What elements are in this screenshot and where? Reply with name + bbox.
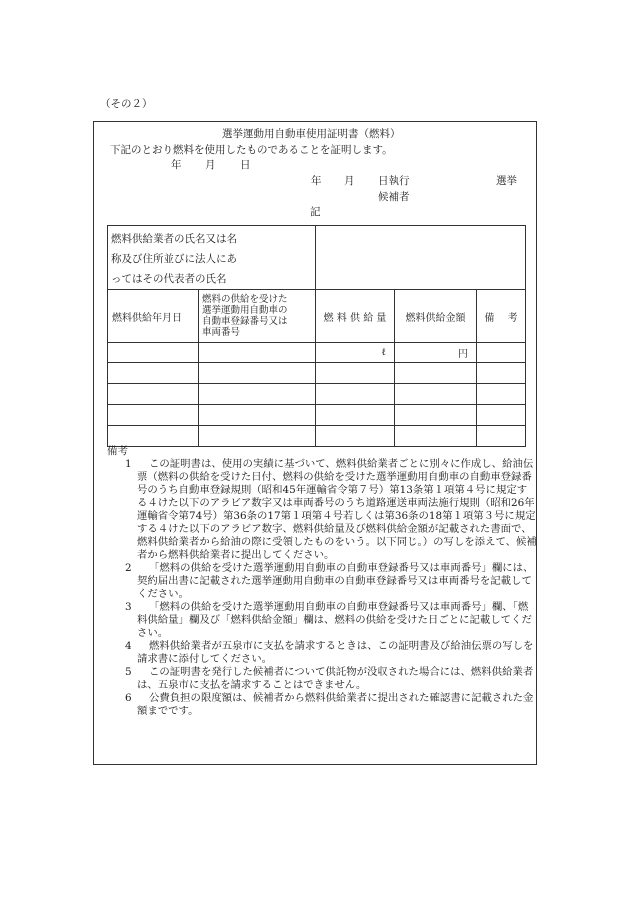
note-item	[107, 692, 537, 718]
header-vehicle	[199, 290, 316, 343]
note-number: 2	[125, 562, 132, 574]
cell-date[interactable]	[108, 426, 199, 447]
cell-remarks[interactable]	[477, 343, 526, 363]
cell-date[interactable]	[108, 343, 199, 363]
election-suffix-label: 選挙	[496, 175, 517, 187]
intro-text: 下記のとおり燃料を使用したものであることを証明します。	[110, 144, 393, 156]
header-row	[108, 290, 526, 343]
note-number: 5	[125, 666, 132, 678]
certificate-title: 選挙運動用自動車使用証明書（燃料）	[222, 128, 401, 140]
cell-remarks[interactable]	[477, 426, 526, 447]
cell-quantity[interactable]	[316, 405, 395, 426]
table-row	[108, 426, 526, 447]
table-row	[108, 363, 526, 384]
note-item	[107, 601, 537, 640]
header-vehicle-line: 燃料の供給を受けた	[202, 294, 288, 305]
cell-vehicle[interactable]	[199, 343, 316, 363]
note-number: 3	[125, 601, 132, 613]
cell-amount[interactable]	[395, 363, 477, 384]
cell-date[interactable]	[108, 384, 199, 405]
header-vehicle-line: 車両番号	[202, 327, 241, 338]
header-quantity: 燃 料 供 給 量	[316, 290, 395, 343]
notes-heading: 備考	[107, 445, 128, 457]
note-number: 1	[125, 458, 132, 470]
date-year-label: 年	[171, 159, 182, 171]
cell-quantity[interactable]	[316, 343, 395, 363]
cell-remarks[interactable]	[477, 384, 526, 405]
note-item	[107, 666, 537, 692]
note-text: この証明書を発行した候補者について供託物が没収された場合には、燃料供給業者は、五泉市に支払を請求することはできません。	[137, 666, 534, 691]
cell-vehicle[interactable]	[199, 384, 316, 405]
cell-amount[interactable]	[395, 426, 477, 447]
ki-label: 記	[310, 206, 321, 218]
cell-date[interactable]	[108, 405, 199, 426]
cell-quantity[interactable]	[316, 363, 395, 384]
note-text: 公費負担の限度額は、候補者から燃料供給業者に提出された確認書に記載された金額までです。	[137, 692, 534, 717]
cell-quantity[interactable]	[316, 384, 395, 405]
note-text: この証明書は、使用の実績に基づいて、燃料供給業者ごとに別々に作成し、給油伝票（燃料の供給を受けた日付、燃料の供給を受けた選挙運動用自動車の自動車登録番号のうち自動車登録規則（昭和45年運輸省令第７号）第13条第１項第４号に規定する４けた以下のアラビア数字又は車両番号のうち道路運送車両法施行規則（昭和26年運輸省令第74号）第36条の17第１項第４号若しくは第36条の18第１項第３号に規定する４けた以下のアラビア数字、燃料供給量及び燃料供給金額が記載された書面で、燃料供給業者から給油の際に受領したものをいう。以下同じ。）の写しを添えて、候補者から燃料供給業者に提出してください。	[137, 458, 537, 561]
supplier-label-line: ってはその代表者の氏名	[111, 273, 227, 285]
fuel-table	[107, 225, 526, 447]
cell-quantity[interactable]	[316, 426, 395, 447]
supplier-label-line: 燃料供給業者の氏名又は名	[111, 233, 237, 245]
unit-liter: ℓ	[381, 347, 387, 358]
note-text: 「燃料の供給を受けた選挙運動用自動車の自動車登録番号又は車両番号」欄、「燃料供給量」欄及び「燃料供給金額」欄は、燃料の供給を受けた日ごとに記載してください。	[137, 601, 532, 639]
header-vehicle-line: 選挙運動用自動車の	[202, 305, 288, 316]
date-month-label: 月	[205, 159, 216, 171]
election-year-label: 年	[311, 175, 322, 187]
notes-section	[107, 445, 537, 718]
table-row	[108, 343, 526, 363]
supplier-label-line: 称及び住所並びに法人にあ	[111, 253, 237, 265]
cell-amount[interactable]	[395, 343, 477, 363]
election-day-label: 日執行	[378, 175, 410, 187]
table-row	[108, 405, 526, 426]
cell-remarks[interactable]	[477, 363, 526, 384]
form-number: （その２）	[100, 98, 153, 110]
note-text: 燃料供給業者が五泉市に支払を請求するときは、この証明書及び給油伝票の写しを請求書に添付してください。	[137, 640, 534, 665]
cell-vehicle[interactable]	[199, 426, 316, 447]
candidate-label: 候補者	[378, 191, 410, 203]
header-amount: 燃料供給金額	[395, 290, 477, 343]
supplier-label-cell	[108, 226, 316, 290]
cell-remarks[interactable]	[477, 405, 526, 426]
header-vehicle-line: 自動車登録番号又は	[202, 316, 288, 327]
header-date: 燃料供給年月日	[108, 290, 199, 343]
supplier-value-cell[interactable]	[316, 226, 526, 290]
cell-amount[interactable]	[395, 384, 477, 405]
note-text: 「燃料の供給を受けた選挙運動用自動車の自動車登録番号又は車両番号」欄には、契約届出書に記載された選挙運動用自動車の自動車登録番号又は車両番号を記載してください。	[137, 562, 534, 600]
unit-yen: 円	[458, 349, 469, 360]
note-item	[107, 458, 537, 562]
note-number: 6	[125, 692, 132, 704]
supplier-row	[108, 226, 526, 290]
date-day-label: 日	[240, 159, 251, 171]
election-month-label: 月	[344, 175, 355, 187]
cell-vehicle[interactable]	[199, 363, 316, 384]
cell-vehicle[interactable]	[199, 405, 316, 426]
note-item	[107, 562, 537, 601]
note-number: 4	[125, 640, 132, 652]
header-remarks: 備 考	[477, 290, 526, 343]
note-item	[107, 640, 537, 666]
cell-amount[interactable]	[395, 405, 477, 426]
cell-date[interactable]	[108, 363, 199, 384]
table-row	[108, 384, 526, 405]
